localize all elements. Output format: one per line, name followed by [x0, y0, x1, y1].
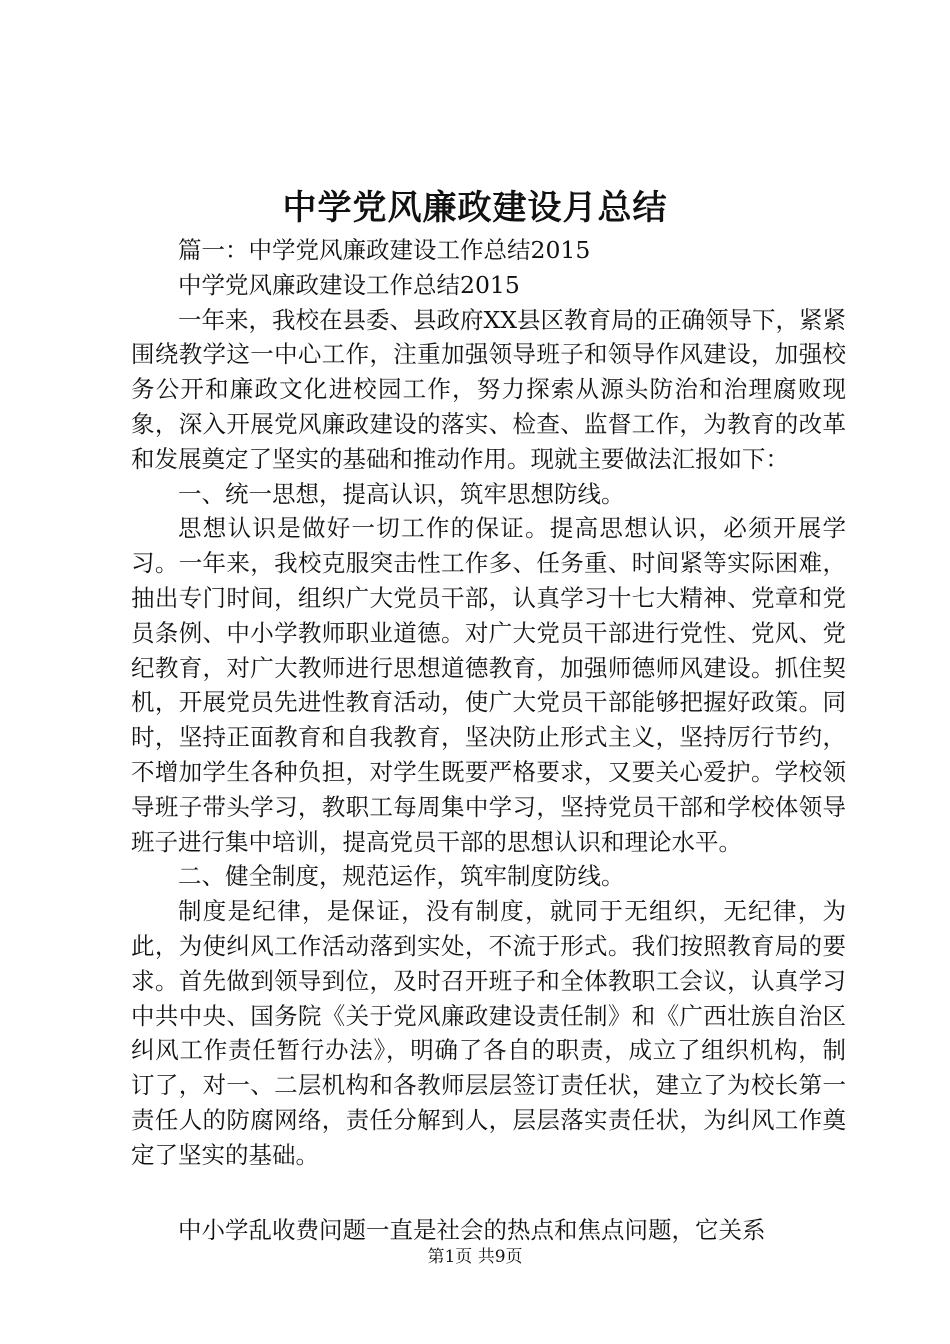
paragraph-section-1-heading: 一、统一思想，提高认识，筑牢思想防线。: [178, 479, 625, 508]
paragraph-section-2-body: 制度是纪律，是保证，没有制度，就同于无组织，无纪律，为此，为使纠风工作活动落到实处，不流于形式。我们按照教育局的要求。首先做到领导到位，及时召开班子和全体教职工会议，认真学习中共中央、国务院《关于党风廉政建设责任制》和《广西壮族自治区纠风工作责任暂行办法》，明确了各自的职责，成立了组织机构，制订了，对一、二层机构和各教师层层签订责任状，建立了为校长第一责任人的防腐网络，责任分解到人，层层落实责任状，为纠风工作奠定了坚实的基础。: [131, 897, 846, 1169]
paragraph-section-2-heading: 二、健全制度，规范运作，筑牢制度防线。: [178, 862, 625, 891]
page-number-footer: 第1页 共9页: [427, 1247, 523, 1267]
paragraph-section-1-body: 思想认识是做好一切工作的保证。提高思想认识，必须开展学习。一年来，我校克服突击性工作多、任务重、时间紧等实际困难，抽出专门时间，组织广大党员干部，认真学习十七大精神、党章和党员条例、中小学教师职业道德。对广大党员干部进行党性、党风、党纪教育，对广大教师进行思想道德教育，加强师德师风建设。抓住契机，开展党员先进性教育活动，使广大党员干部能够把握好政策。同时，坚持正面教育和自我教育，坚决防止形式主义，坚持厉行节约，不增加学生各种负担，对学生既要严格要求，又要关心爱护。学校领导班子带头学习，教职工每周集中学习，坚持党员干部和学校体领导班子进行集中培训，提高党员干部的思想认识和理论水平。: [131, 514, 846, 856]
paragraph-article-heading: 篇一：中学党风廉政建设工作总结2015: [178, 236, 591, 264]
document-title: 中学党风廉政建设月总结: [282, 188, 668, 228]
paragraph-fees: 中小学乱收费问题一直是社会的热点和焦点问题，它关系: [178, 1215, 766, 1244]
paragraph-subtitle: 中学党风廉政建设工作总结2015: [178, 270, 520, 299]
document-body: [131, 233, 846, 1247]
paragraph-intro: 一年来，我校在县委、县政府XX县区教育局的正确领导下，紧紧围绕教学这一中心工作，注重加强领导班子和领导作风建设，加强校务公开和廉政文化进校园工作，努力探索从源头防治和治理腐败现象，深入开展党风廉政建设的落实、检查、监督工作，为教育的改革和发展奠定了坚实的基础和推动作用。现就主要做法汇报如下：: [131, 305, 846, 473]
